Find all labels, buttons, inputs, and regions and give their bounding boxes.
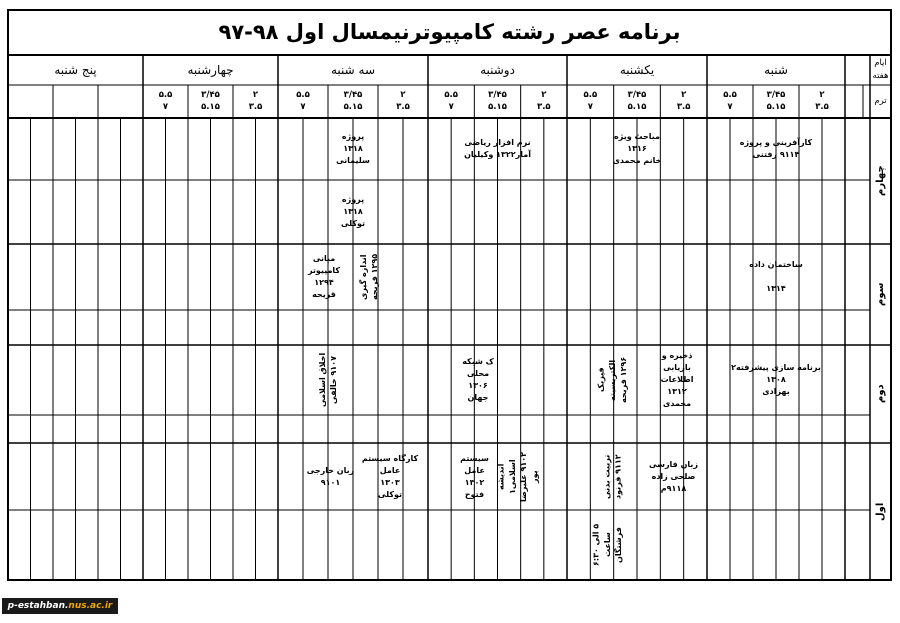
time-slot-label: ۵.۵ ۷ [583,90,598,112]
time-slot-label: ۳/۴۵ ۵.۱۵ [343,90,363,112]
time-slot-label: ۲ ۳.۵ [815,90,829,112]
day-header: یکشنبه [619,63,655,77]
course-entry: ذخیره و بازیابی اطلاعات ۱۳۱۲ محمدی [660,351,694,408]
time-slot-label: ۲ ۳.۵ [537,90,551,112]
course-entry: فیزیک الکتریسیته ۱۲۹۶ قریحه [596,356,629,404]
course-entry: کارگاه سیستم عامل ۱۳۰۳ توکلی [361,453,419,499]
course-entry: سیستم عامل ۱۳۰۲ فتوح [460,453,489,499]
course-entry: مباحث ویژه ۱۳۱۶ خانم محمدی [612,132,662,165]
course-entry: ک شبکه محلی ۱۳۰۶ جهان [462,357,494,402]
watermark-domain: nus.ac.ir [68,601,113,611]
day-header: سه شنبه [330,63,376,77]
course-entry: ۵ الی ۶:۳۰ ساعت فرشتگان [591,523,624,567]
time-slot-label: ۳/۴۵ ۵.۱۵ [488,90,507,112]
time-slot-label: ۵.۵ ۷ [444,90,458,112]
course-entry: پروژه ۱۳۱۸ سلیمانی [336,132,370,165]
time-slot-label: ۵.۵ ۷ [158,90,173,112]
site-watermark [2,598,118,614]
course-entry: اندیشه اسلامی۱ ۹۱۰۲ علیرضا پور [496,451,540,502]
time-slot-label: ۲ ۳.۵ [396,90,410,112]
time-slot-label: ۲ ۳.۵ [676,90,691,112]
course-entry: اندازه گیری ۱۲۹۵ قریحه [358,253,379,301]
day-header: چهارشنبه [187,63,234,77]
course-entry: پروژه ۱۳۱۸ توکلی [340,195,366,228]
course-entry: مبانی کامپیوتر ۱۲۹۴ قریحه [307,254,341,299]
course-entry: زبان فارسی صلحی زاده ۹۱۱۸م [648,459,699,493]
course-entry: برنامه سازی پیشرفته۲ ۱۳۰۸ بهزادی [731,363,821,396]
course-entry: تربیت بدنی ۹۱۱۲ فرنود [602,454,623,499]
day-header: دوشنبه [480,63,515,77]
weekdays-label: ایام هفته [872,58,889,81]
course-entry: کارآفرینی و پروژه ۹۱۱۴ رفتنی [739,138,813,159]
page-title: برنامه عصر رشته کامپیوترنیمسال اول ۹۸-۹۷ [218,19,681,44]
time-slot-label: ۵.۵ ۷ [723,90,737,112]
time-slot-label: ۵.۵ ۷ [296,90,310,112]
course-entry: نرم افزار ریاضی آمار۱۳۲۲ وکیلیان [464,138,531,159]
watermark-prefix: p-estahban. [7,601,69,611]
course-entry: اخلاق اسلامی ۹۱۰۷ خالقی [317,352,338,408]
time-slot-label: ۳/۴۵ ۵.۱۵ [766,90,786,112]
day-header: پنج شنبه [54,63,97,77]
term-name: چهارم [875,165,886,197]
time-slot-label: ۳/۴۵ ۵.۱۵ [627,90,647,112]
time-slot-label: ۲ ۳.۵ [248,90,263,112]
term-label: ترم [874,96,887,107]
term-name: دوم [875,384,886,404]
time-slot-label: ۳/۴۵ ۵.۱۵ [201,90,220,112]
day-header: شنبه [764,63,788,77]
term-name: اول [875,502,886,521]
course-entry: ساختمان داده ۱۳۱۴ [749,260,803,293]
term-name: سوم [875,282,886,307]
course-entry: زبان خارجی ۹۱۰۱ [306,465,355,487]
